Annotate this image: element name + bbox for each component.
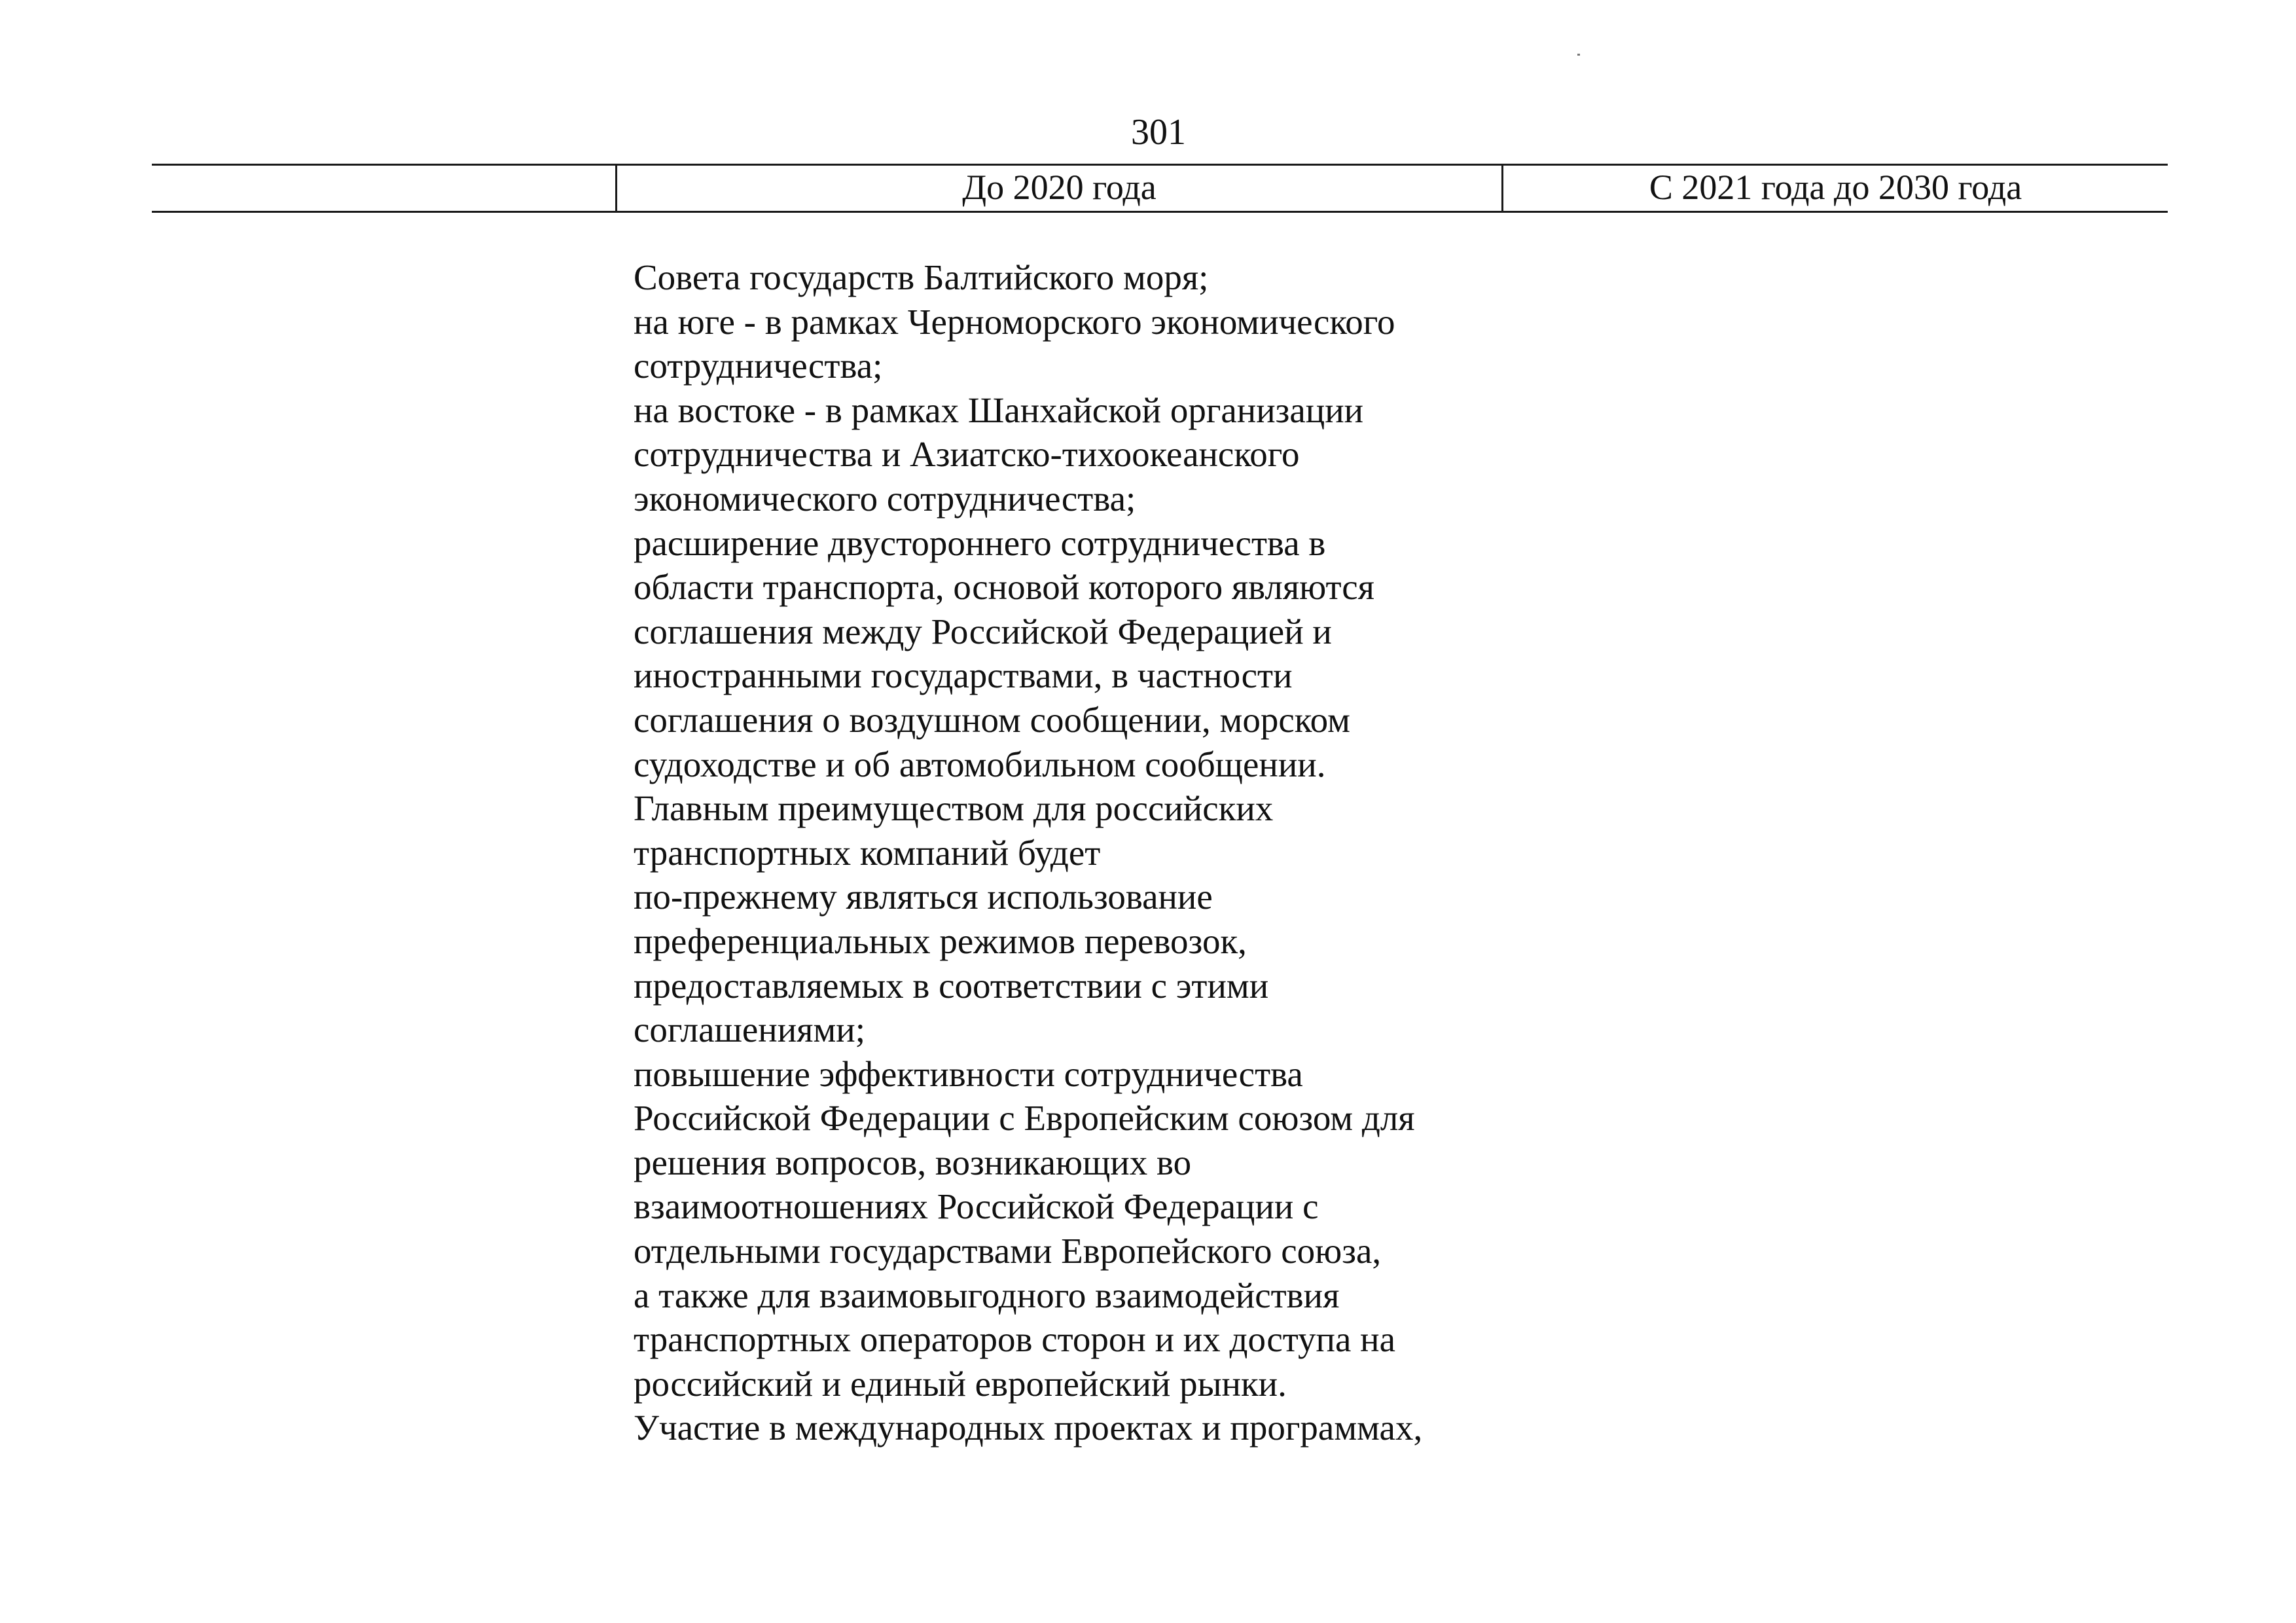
page-number: 301 [1131,112,1186,153]
body-line: транспортных компаний будет [634,832,1101,873]
body-line: отдельными государствами Европейского союза, [634,1231,1382,1271]
header-rule-bottom [152,211,2168,213]
body-line: на юге - в рамках Черноморского экономического [634,301,1395,342]
body-line: Российской Федерации с Европейским союзом для [634,1098,1415,1139]
body-line: соглашения о воздушном сообщении, морском [634,699,1350,740]
body-line: экономического сотрудничества; [634,478,1136,519]
body-line: Участие в международных проектах и программах, [634,1408,1423,1448]
body-line: Совета государств Балтийского моря; [634,257,1209,297]
column-header-2021-2030: С 2021 года до 2030 года [1649,168,2022,207]
body-line: транспортных операторов сторон и их доступа на [634,1319,1395,1360]
body-line: на востоке - в рамках Шанхайской организации [634,390,1364,430]
body-line: преференциальных режимов перевозок, [634,921,1247,961]
body-line: повышение эффективности сотрудничества [634,1053,1303,1094]
body-line: сотрудничества и Азиатско-тихоокеанского [634,434,1300,475]
body-line: а также для взаимовыгодного взаимодействия [634,1275,1340,1315]
body-line: области транспорта, основой которого являются [634,567,1374,608]
column-header-until-2020: До 2020 года [962,168,1157,207]
body-line: расширение двустороннего сотрудничества в [634,522,1326,563]
body-line: российский и единый европейский рынки. [634,1363,1287,1404]
body-line: по-прежнему являться использование [634,877,1213,917]
body-line: иностранными государствами, в частности [634,655,1293,696]
body-line: Главным преимуществом для российских [634,788,1274,829]
scan-speck [1577,54,1580,56]
body-line: предоставляемых в соответствии с этими [634,965,1269,1006]
body-line: решения вопросов, возникающих во [634,1142,1192,1182]
body-line: сотрудничества; [634,346,883,386]
body-line: взаимоотношениях Российской Федерации с [634,1186,1319,1227]
body-line: судоходстве и об автомобильном сообщении. [634,744,1326,784]
body-line: соглашениями; [634,1010,865,1050]
body-line: соглашения между Российской Федерацией и [634,611,1332,651]
document-body-text [634,255,1550,1450]
